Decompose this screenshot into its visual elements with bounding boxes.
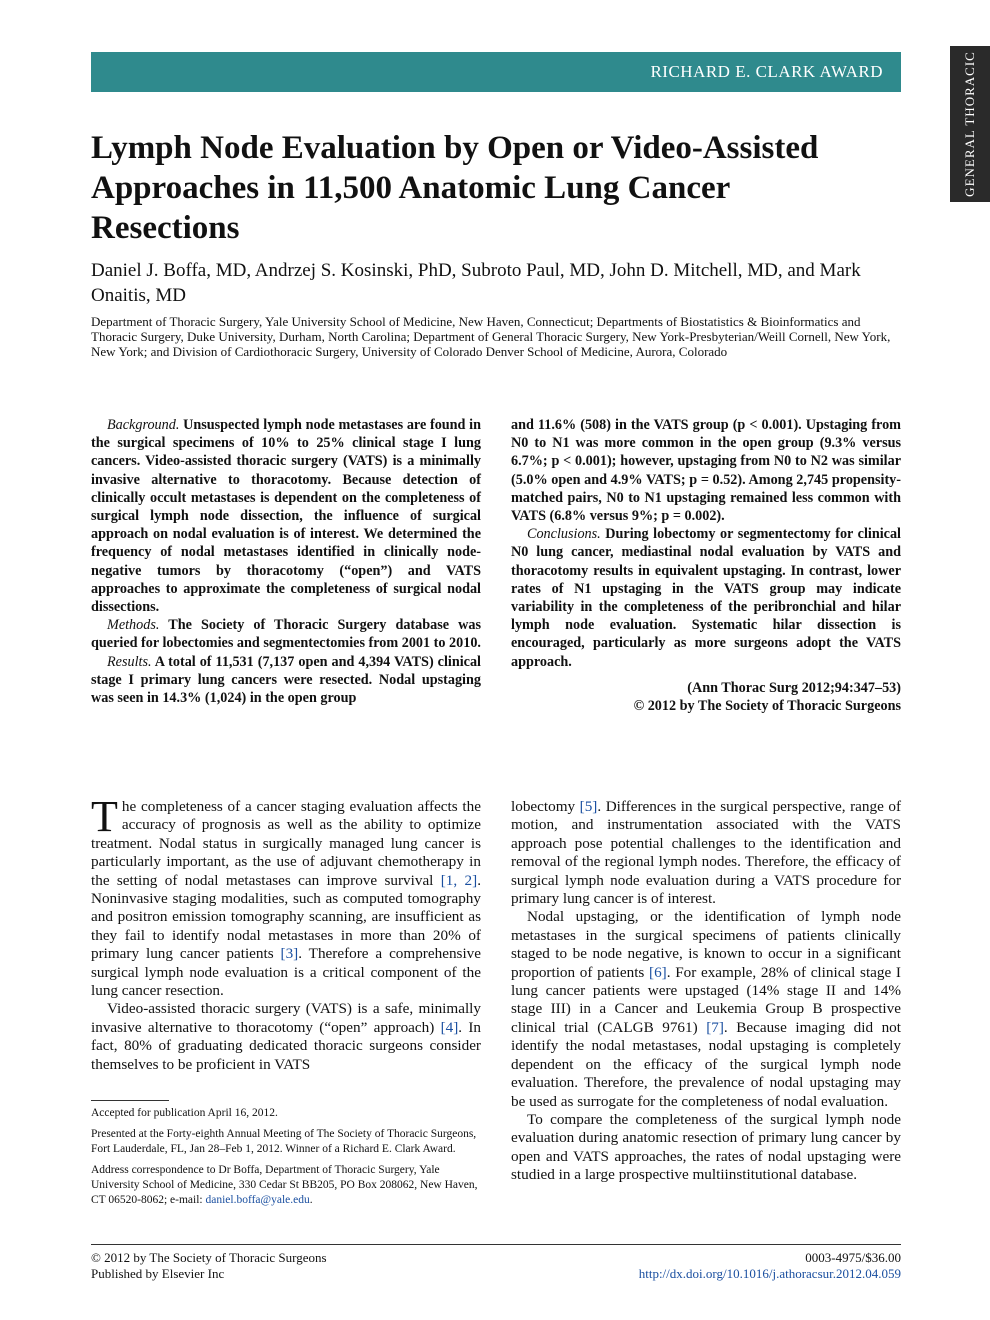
abstract-methods	[91, 616, 481, 652]
side-tab-label: GENERAL THORACIC	[962, 51, 977, 197]
side-section-tab	[950, 46, 990, 202]
footnote-address-text: Address correspondence to Dr Boffa, Department of Thoracic Surgery, Yale University School of Medicine, 330 Cedar St BB205, PO Box 208062, New Haven, CT 06520-8062; e-mail:	[91, 1164, 478, 1206]
author-degree: MD,	[564, 260, 605, 281]
footer-divider	[91, 1244, 901, 1245]
body-text: . Therefore a comprehensive surgical lymph node evaluation is a critical component of the lung cancer resection.	[91, 945, 481, 1000]
abstract-text: A total of 11,531 (7,137 open and 4,394 VATS) clinical stage I primary lung cancers were resected. Nodal upstaging was seen in 14.3% (1,024) in the open group	[91, 653, 481, 707]
author-degree: PhD,	[413, 260, 457, 281]
footer-right	[639, 1250, 901, 1282]
drop-cap: T	[91, 792, 118, 841]
footnote-address	[91, 1163, 483, 1208]
abstract-text: The Society of Thoracic Surgery database was queried for lobectomies and segmentectomies from 2001 to 2010.	[91, 617, 481, 652]
abstract-results-continued: and 11.6% (508) in the VATS group (p < 0.001). Upstaging from N0 to N1 was more common in the open group (9.3% versus 6.7%; p < 0.001); however, upstaging from N0 to N2 was similar (5.0% open and 4.9% VATS; p = 0.52). Among 2,745 propensity-matched pairs, N0 to N1 upstaging remained less common with VATS (6.8% versus 9%; p = 0.002).	[511, 417, 901, 525]
body-text: . Differences in the surgical perspective, range of motion, and instrumentation associated with the VATS approach pose potential challenges to the identification and removal of the regional lymph nodes. Therefore, the efficacy of surgical lymph node evaluation during a VATS procedure for primary lung cancer is of interest.	[511, 798, 901, 908]
abstract-heading: Conclusions.	[527, 526, 601, 543]
reference-link[interactable]: [1, 2]	[440, 871, 478, 889]
author-list	[91, 258, 911, 308]
email-link[interactable]: daniel.boffa@yale.edu	[205, 1194, 310, 1206]
reference-link[interactable]: [5]	[579, 798, 598, 815]
abstract-conclusions	[511, 525, 901, 671]
body-text: lobectomy	[511, 798, 580, 815]
body-text: . Noninvasive staging modalities, such as computed tomography and positron emission tomography scanning, are insufficient as they fail to identify nodal metastases in more than 20% of primary lung cancer patients	[91, 871, 481, 963]
body-paragraph	[511, 908, 901, 1110]
abstract-results	[91, 653, 481, 708]
citation-text: (Ann Thorac Surg 2012;94:347–53)	[687, 679, 901, 696]
abstract-heading: Methods.	[107, 617, 160, 634]
author-name: and Mark Onaitis,	[91, 260, 861, 306]
author-name: Andrzej S. Kosinski,	[251, 260, 414, 281]
footnote-address-end: .	[309, 1194, 313, 1206]
footer-issn: 0003-4975/$36.00	[805, 1250, 901, 1265]
footer-left	[91, 1250, 327, 1282]
section-banner	[91, 52, 901, 92]
author-degree: MD,	[742, 260, 783, 281]
journal-citation	[511, 679, 901, 715]
body-paragraph	[91, 1000, 481, 1074]
abstract-left-column	[91, 416, 481, 707]
abstract-text: Unsuspected lymph node metastases are found in the surgical specimens of 10% to 25% clinical stage I lung cancers. Video-assisted thoracic surgery (VATS) is a minimally invasive alternative to thoracotomy. Because detection of clinically occult metastases is dependent on the completeness of surgical lymph node dissection, the influence of surgical approach on nodal evaluation is of interest. We determined the frequency of nodal metastases identified in clinically node-negative tumors by thoracotomy (“open”) and VATS approaches to approximate the completeness of surgical nodal dissections.	[91, 417, 481, 616]
body-text: . Because imaging did not identify the nodal metastases, nodal upstaging is completely dependent on the efficacy of the surgical lymph node evaluation. Therefore, the prevalence of nodal upstaging may be used as surrogate for the completeness of nodal evaluation.	[511, 1018, 901, 1110]
footer-copyright: © 2012 by The Society of Thoracic Surgeons	[91, 1250, 327, 1265]
reference-link[interactable]: [6]	[649, 963, 667, 981]
footer-publisher: Published by Elsevier Inc	[91, 1266, 225, 1281]
body-text: he completeness of a cancer staging evaluation affects the accuracy of prognosis as well as the ability to optimize treatment. Nodal status in surgically managed lung cancer is particularly important, as the use of adjuvant chemotherapy in the setting of nodal metastases can improve survival	[91, 798, 481, 889]
body-right-column	[511, 798, 901, 1185]
banner-label: RICHARD E. CLARK AWARD	[650, 62, 883, 81]
abstract-heading: Background.	[107, 417, 180, 433]
body-left-column	[91, 792, 481, 1074]
reference-link[interactable]: [4]	[440, 1018, 459, 1036]
author-degree: MD,	[210, 260, 252, 281]
doi-link[interactable]: http://dx.doi.org/10.1016/j.athoracsur.2012.04.059	[638, 1266, 901, 1281]
abstract-copyright: © 2012 by The Society of Thoracic Surgeons	[633, 698, 901, 715]
author-affiliations: Department of Thoracic Surgery, Yale University School of Medicine, New Haven, Connecticut; Departments of Biostatistics & Bioinformatics and Thoracic Surgery, Duke University, Durham, North Carolina; Department of General Thoracic Surgery, New York-Presbyterian/Weill Cornell, New York, New York; and Division of Cardiothoracic Surgery, University of Colorado Denver School of Medicine, Aurora, Colorado	[91, 314, 891, 359]
abstract-background	[91, 416, 481, 616]
body-paragraph	[91, 792, 481, 1000]
reference-link[interactable]: [3]	[280, 945, 299, 963]
footnote-presented: Presented at the Forty-eighth Annual Meeting of The Society of Thoracic Surgeons, Fort Lauderdale, FL, Jan 28–Feb 1, 2012. Winner of a Richard E. Clark Award.	[91, 1128, 477, 1155]
body-paragraph: To compare the completeness of the surgical lymph node evaluation during anatomic resection of primary lung cancer by open and VATS approaches, the rates of nodal upstaging were studied in a large prospective multiinstitutional database.	[511, 1110, 901, 1184]
article-title: Lymph Node Evaluation by Open or Video-Assisted Approaches in 11,500 Anatomic Lung Cancer Resections	[91, 130, 819, 246]
abstract-heading: Results.	[107, 653, 152, 670]
body-text: . For example, 28% of clinical stage I lung cancer patients were upstaged (14% stage II and 14% stage III) in a Cancer and Leukemia Group B prospective clinical trial (CALGB 9761)	[511, 963, 901, 1036]
body-paragraph	[511, 798, 901, 908]
author-name: Subroto Paul,	[456, 260, 565, 281]
author-name: Daniel J. Boffa,	[91, 260, 211, 281]
body-text: Nodal upstaging, or the identification of lymph node metastases in the surgical specimens of patients clinically staged to be node negative, is known to occur in a significant proportion of patients	[511, 908, 901, 981]
footnote-divider	[91, 1100, 169, 1101]
abstract-text: During lobectomy or segmentectomy for clinical N0 lung cancer, mediastinal nodal evaluation by VATS and thoracotomy results in equivalent upstaging. In contrast, lower rates of N1 upstaging in the VATS group may indicate variability in the completeness of the peribronchial and hilar lymph node evaluation. Systematic hilar dissection is encouraged, particularly as more surgeons adopt the VATS approach.	[511, 526, 901, 670]
footnote-accepted: Accepted for publication April 16, 2012.	[91, 1107, 278, 1119]
body-text: Video-assisted thoracic surgery (VATS) is a safe, minimally invasive alternative to thoracotomy (“open” approach)	[91, 1000, 481, 1036]
reference-link[interactable]: [7]	[706, 1018, 724, 1036]
body-text: . In fact, 80% of graduating dedicated thoracic surgeons consider themselves to be proficient in VATS	[91, 1018, 481, 1073]
abstract-right-column	[511, 416, 901, 715]
author-name: John D. Mitchell,	[604, 260, 743, 281]
footnotes	[91, 1106, 483, 1214]
author-degree: MD	[150, 285, 187, 306]
